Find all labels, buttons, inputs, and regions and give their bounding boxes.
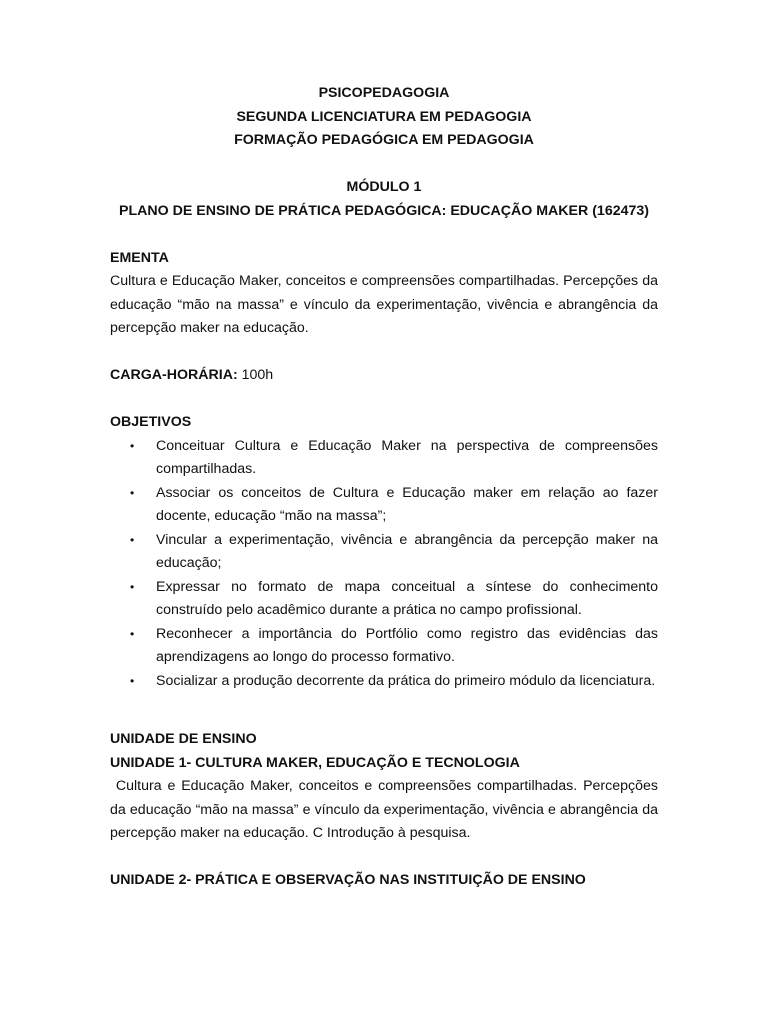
bullet-icon: • [130, 485, 135, 500]
bullet-icon: • [130, 673, 135, 688]
objective-text: Expressar no formato de mapa conceitual a síntese do conhecimento construído pelo acadêmico durante a prática no campo profissional. [156, 578, 658, 618]
objective-item [110, 576, 658, 623]
objective-text: Reconhecer a importância do Portfólio como registro das evidências das aprendizagens ao longo do processo formativo. [156, 625, 658, 665]
objectives-list [110, 435, 658, 694]
workload-label: CARGA-HORÁRIA: [110, 367, 238, 383]
unit-1-text: Cultura e Educação Maker, conceitos e compreensões compartilhadas. Percepções da educação “mão na massa” e vínculo da experimentação, vivência e abrangência da percepção maker na educação. C Introdução à pesquisa. [110, 778, 662, 841]
plan-title: PLANO DE ENSINO DE PRÁTICA PEDAGÓGICA: EDUCAÇÃO MAKER (162473) [119, 202, 649, 219]
bullet-icon: • [130, 626, 135, 641]
objective-text: Socializar a produção decorrente da prática do primeiro módulo da licenciatura. [156, 672, 656, 689]
course-subtitle-2: FORMAÇÃO PEDAGÓGICA EM PEDAGOGIA [234, 132, 534, 148]
spacer [110, 341, 658, 365]
ementa-heading: EMENTA [110, 249, 169, 266]
workload-line [110, 364, 658, 388]
spacer [110, 153, 658, 177]
objective-item [110, 482, 658, 529]
spacer [110, 388, 658, 412]
objective-text: Vincular a experimentação, vivência e abrangência da percepção maker na educação; [156, 531, 658, 571]
objective-text: Conceituar Cultura e Educação Maker na perspectiva de compreensões compartilhadas. [156, 437, 658, 477]
spacer [110, 223, 658, 247]
bullet-icon: • [130, 579, 135, 594]
teaching-units-heading: UNIDADE DE ENSINO [110, 731, 257, 747]
spacer [110, 846, 658, 870]
spacer [110, 693, 658, 728]
objective-item [110, 435, 658, 482]
course-title: PSICOPEDAGOGIA [318, 85, 450, 101]
objective-text: Associar os conceitos de Cultura e Educação maker em relação ao fazer docente, educação “mão na massa”; [156, 484, 658, 524]
objective-item [110, 670, 658, 694]
course-subtitle-1: SEGUNDA LICENCIATURA EM PEDAGOGIA [236, 108, 532, 125]
ementa-text: Cultura e Educação Maker, conceitos e compreensões compartilhadas. Percepções da educação “mão na massa” e vínculo da experimentação, vivência e abrangência da percepção maker na educação. [110, 273, 658, 336]
unit-2-title: UNIDADE 2- PRÁTICA E OBSERVAÇÃO NAS INSTITUIÇÃO DE ENSINO [110, 872, 586, 888]
document-header [110, 82, 658, 153]
document-page [110, 82, 662, 893]
bullet-icon: • [130, 532, 135, 547]
objective-item [110, 623, 658, 670]
bullet-icon: • [130, 438, 135, 453]
workload-value: 100h [237, 367, 274, 383]
module-title: MÓDULO 1 [346, 179, 422, 195]
objectives-heading: OBJETIVOS [110, 414, 192, 430]
unit-1-title: UNIDADE 1- CULTURA MAKER, EDUCAÇÃO E TECNOLOGIA [110, 754, 520, 771]
objective-item [110, 529, 658, 576]
